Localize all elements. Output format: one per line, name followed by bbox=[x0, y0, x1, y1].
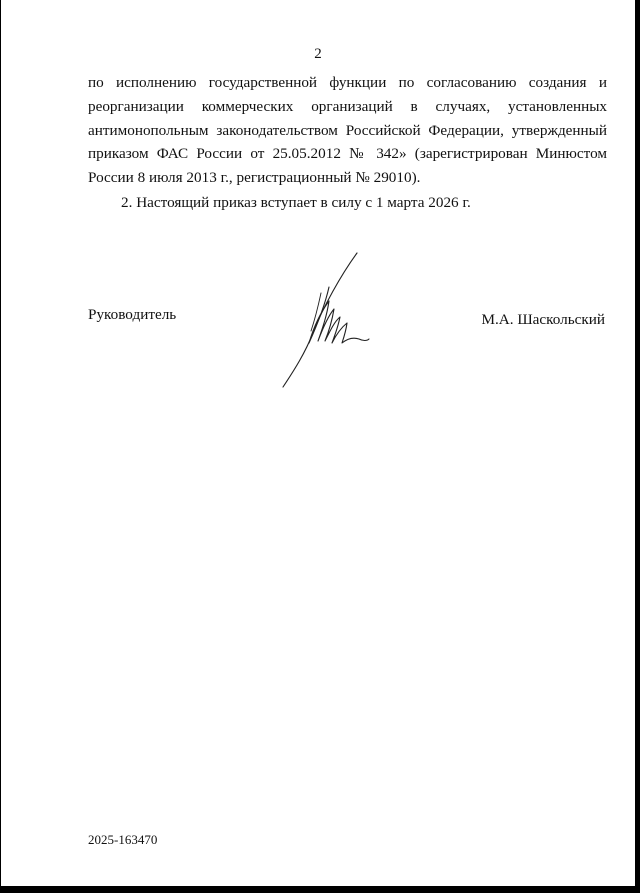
paragraph-continuation: по исполнению государственной функции по согласованию создания и реорганизации коммерческих организаций в случаях, установленных антимонопольным законодательством Российской Федерации, утвержденный приказом ФАС России от 25.05.2012 № 342» (зарегистрирован Минюстом России 8 июля 2013 г., регистрационный № 29010). bbox=[88, 74, 607, 187]
signer-title: Руководитель bbox=[88, 306, 177, 323]
page-number: 2 bbox=[314, 46, 322, 62]
handwritten-signature bbox=[271, 245, 381, 390]
document-page bbox=[1, 0, 635, 886]
signer-name: М.А. Шаскольский bbox=[481, 311, 605, 328]
paragraph-effective-date: 2. Настоящий приказ вступает в силу с 1 марта 2026 г. bbox=[121, 193, 471, 211]
registration-number: 2025-163470 bbox=[88, 832, 158, 847]
document-body bbox=[88, 71, 607, 215]
